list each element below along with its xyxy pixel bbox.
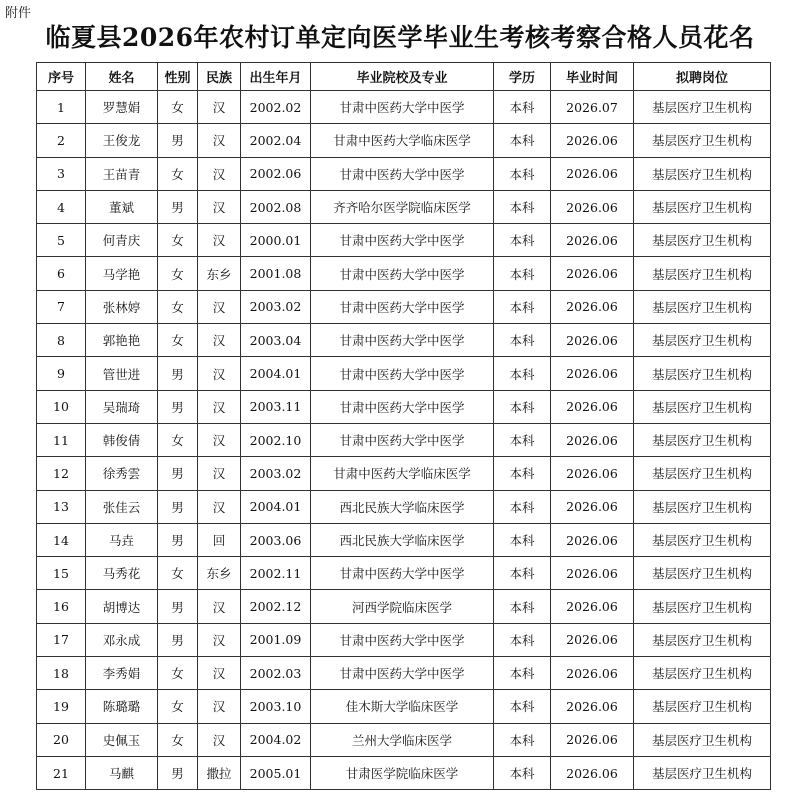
cell-school-major: 西北民族大学临床医学 <box>311 523 494 556</box>
cell-name: 马麒 <box>86 756 158 789</box>
cell-position: 基层医疗卫生机构 <box>634 490 771 523</box>
cell-sex: 男 <box>158 756 198 789</box>
cell-ethnicity: 汉 <box>198 390 241 423</box>
cell-name: 董斌 <box>86 190 158 223</box>
cell-name: 韩俊倩 <box>86 423 158 456</box>
table-row <box>37 756 771 789</box>
cell-index: 1 <box>37 91 86 124</box>
cell-education: 本科 <box>494 590 551 623</box>
header-row <box>37 63 771 91</box>
cell-birth: 2000.01 <box>241 224 311 257</box>
attachment-label: 附件 <box>5 6 32 21</box>
cell-graduation: 2026.06 <box>551 623 634 656</box>
cell-name: 马垚 <box>86 523 158 556</box>
cell-ethnicity: 汉 <box>198 290 241 323</box>
cell-graduation: 2026.06 <box>551 290 634 323</box>
cell-ethnicity: 汉 <box>198 690 241 723</box>
cell-ethnicity: 汉 <box>198 91 241 124</box>
cell-birth: 2002.12 <box>241 590 311 623</box>
cell-birth: 2004.01 <box>241 357 311 390</box>
cell-name: 史佩玉 <box>86 723 158 756</box>
cell-index: 4 <box>37 190 86 223</box>
cell-school-major: 甘肃中医药大学中医学 <box>311 157 494 190</box>
cell-name: 李秀娟 <box>86 657 158 690</box>
cell-sex: 女 <box>158 157 198 190</box>
cell-school-major: 甘肃中医药大学中医学 <box>311 257 494 290</box>
header-cell-school-major: 毕业院校及专业 <box>311 63 494 91</box>
cell-ethnicity: 汉 <box>198 657 241 690</box>
cell-position: 基层医疗卫生机构 <box>634 590 771 623</box>
cell-education: 本科 <box>494 357 551 390</box>
cell-name: 马秀花 <box>86 557 158 590</box>
cell-education: 本科 <box>494 423 551 456</box>
cell-school-major: 甘肃中医药大学中医学 <box>311 357 494 390</box>
cell-position: 基层医疗卫生机构 <box>634 224 771 257</box>
cell-name: 张林婷 <box>86 290 158 323</box>
cell-graduation: 2026.06 <box>551 723 634 756</box>
cell-school-major: 河西学院临床医学 <box>311 590 494 623</box>
cell-ethnicity: 汉 <box>198 623 241 656</box>
cell-position: 基层医疗卫生机构 <box>634 357 771 390</box>
cell-graduation: 2026.06 <box>551 224 634 257</box>
table-row <box>37 357 771 390</box>
cell-graduation: 2026.06 <box>551 523 634 556</box>
cell-index: 5 <box>37 224 86 257</box>
table-row <box>37 523 771 556</box>
header-cell-position: 拟聘岗位 <box>634 63 771 91</box>
table-row <box>37 490 771 523</box>
cell-name: 徐秀雲 <box>86 457 158 490</box>
cell-birth: 2002.08 <box>241 190 311 223</box>
cell-education: 本科 <box>494 190 551 223</box>
cell-birth: 2002.06 <box>241 157 311 190</box>
cell-name: 王俊龙 <box>86 124 158 157</box>
cell-sex: 男 <box>158 390 198 423</box>
cell-position: 基层医疗卫生机构 <box>634 423 771 456</box>
cell-index: 18 <box>37 657 86 690</box>
cell-graduation: 2026.06 <box>551 590 634 623</box>
table-row <box>37 190 771 223</box>
table-row <box>37 124 771 157</box>
cell-school-major: 甘肃中医药大学中医学 <box>311 557 494 590</box>
cell-school-major: 西北民族大学临床医学 <box>311 490 494 523</box>
cell-birth: 2002.11 <box>241 557 311 590</box>
cell-sex: 男 <box>158 457 198 490</box>
roster-table <box>36 62 771 790</box>
cell-index: 21 <box>37 756 86 789</box>
cell-index: 9 <box>37 357 86 390</box>
cell-index: 12 <box>37 457 86 490</box>
cell-birth: 2003.02 <box>241 290 311 323</box>
cell-name: 何青庆 <box>86 224 158 257</box>
table-header <box>37 63 771 91</box>
cell-sex: 男 <box>158 523 198 556</box>
cell-position: 基层医疗卫生机构 <box>634 723 771 756</box>
cell-ethnicity: 东乡 <box>198 257 241 290</box>
cell-education: 本科 <box>494 690 551 723</box>
cell-position: 基层医疗卫生机构 <box>634 557 771 590</box>
cell-education: 本科 <box>494 224 551 257</box>
cell-graduation: 2026.06 <box>551 390 634 423</box>
cell-school-major: 甘肃中医药大学中医学 <box>311 324 494 357</box>
cell-sex: 女 <box>158 723 198 756</box>
cell-index: 3 <box>37 157 86 190</box>
cell-ethnicity: 汉 <box>198 190 241 223</box>
table-row <box>37 157 771 190</box>
cell-sex: 女 <box>158 290 198 323</box>
cell-education: 本科 <box>494 91 551 124</box>
cell-index: 19 <box>37 690 86 723</box>
cell-education: 本科 <box>494 324 551 357</box>
table-row <box>37 390 771 423</box>
cell-education: 本科 <box>494 390 551 423</box>
table-row <box>37 657 771 690</box>
cell-index: 11 <box>37 423 86 456</box>
cell-sex: 女 <box>158 423 198 456</box>
cell-school-major: 齐齐哈尔医学院临床医学 <box>311 190 494 223</box>
cell-education: 本科 <box>494 290 551 323</box>
cell-index: 8 <box>37 324 86 357</box>
cell-graduation: 2026.07 <box>551 91 634 124</box>
table-row <box>37 324 771 357</box>
header-cell-sex: 性别 <box>158 63 198 91</box>
cell-education: 本科 <box>494 723 551 756</box>
cell-ethnicity: 撒拉 <box>198 756 241 789</box>
cell-education: 本科 <box>494 457 551 490</box>
table-row <box>37 690 771 723</box>
cell-ethnicity: 汉 <box>198 490 241 523</box>
cell-graduation: 2026.06 <box>551 357 634 390</box>
cell-ethnicity: 汉 <box>198 357 241 390</box>
cell-name: 吴瑞琦 <box>86 390 158 423</box>
cell-graduation: 2026.06 <box>551 423 634 456</box>
cell-sex: 女 <box>158 690 198 723</box>
cell-graduation: 2026.06 <box>551 490 634 523</box>
table-row <box>37 457 771 490</box>
cell-index: 6 <box>37 257 86 290</box>
cell-school-major: 甘肃中医药大学临床医学 <box>311 124 494 157</box>
cell-education: 本科 <box>494 657 551 690</box>
cell-sex: 女 <box>158 91 198 124</box>
cell-sex: 男 <box>158 357 198 390</box>
cell-graduation: 2026.06 <box>551 257 634 290</box>
cell-ethnicity: 回 <box>198 523 241 556</box>
cell-graduation: 2026.06 <box>551 324 634 357</box>
cell-school-major: 甘肃中医药大学中医学 <box>311 224 494 257</box>
cell-ethnicity: 汉 <box>198 324 241 357</box>
table-row <box>37 224 771 257</box>
cell-school-major: 甘肃中医药大学中医学 <box>311 390 494 423</box>
cell-name: 陈璐璐 <box>86 690 158 723</box>
cell-position: 基层医疗卫生机构 <box>634 390 771 423</box>
cell-birth: 2002.04 <box>241 124 311 157</box>
cell-school-major: 甘肃医学院临床医学 <box>311 756 494 789</box>
cell-education: 本科 <box>494 523 551 556</box>
cell-birth: 2002.10 <box>241 423 311 456</box>
cell-graduation: 2026.06 <box>551 124 634 157</box>
table-row <box>37 723 771 756</box>
cell-graduation: 2026.06 <box>551 557 634 590</box>
header-cell-education: 学历 <box>494 63 551 91</box>
cell-position: 基层医疗卫生机构 <box>634 324 771 357</box>
cell-birth: 2003.10 <box>241 690 311 723</box>
cell-name: 罗慧娟 <box>86 91 158 124</box>
cell-index: 2 <box>37 124 86 157</box>
cell-education: 本科 <box>494 623 551 656</box>
cell-index: 10 <box>37 390 86 423</box>
cell-graduation: 2026.06 <box>551 157 634 190</box>
cell-sex: 男 <box>158 124 198 157</box>
cell-ethnicity: 汉 <box>198 590 241 623</box>
header-cell-index: 序号 <box>37 63 86 91</box>
cell-graduation: 2026.06 <box>551 190 634 223</box>
table-row <box>37 557 771 590</box>
cell-name: 张佳云 <box>86 490 158 523</box>
cell-position: 基层医疗卫生机构 <box>634 257 771 290</box>
cell-ethnicity: 汉 <box>198 157 241 190</box>
table-row <box>37 623 771 656</box>
cell-position: 基层医疗卫生机构 <box>634 657 771 690</box>
cell-birth: 2002.02 <box>241 91 311 124</box>
cell-position: 基层医疗卫生机构 <box>634 91 771 124</box>
cell-name: 邓永成 <box>86 623 158 656</box>
cell-ethnicity: 汉 <box>198 423 241 456</box>
cell-sex: 女 <box>158 257 198 290</box>
cell-name: 管世进 <box>86 357 158 390</box>
cell-sex: 女 <box>158 224 198 257</box>
cell-birth: 2003.04 <box>241 324 311 357</box>
cell-position: 基层医疗卫生机构 <box>634 756 771 789</box>
cell-index: 16 <box>37 590 86 623</box>
cell-school-major: 甘肃中医药大学中医学 <box>311 290 494 323</box>
cell-index: 13 <box>37 490 86 523</box>
cell-index: 7 <box>37 290 86 323</box>
table-row <box>37 590 771 623</box>
cell-sex: 男 <box>158 623 198 656</box>
cell-birth: 2003.02 <box>241 457 311 490</box>
cell-education: 本科 <box>494 257 551 290</box>
cell-ethnicity: 汉 <box>198 723 241 756</box>
cell-education: 本科 <box>494 756 551 789</box>
cell-graduation: 2026.06 <box>551 690 634 723</box>
cell-education: 本科 <box>494 157 551 190</box>
cell-ethnicity: 汉 <box>198 224 241 257</box>
cell-name: 王苗青 <box>86 157 158 190</box>
cell-sex: 女 <box>158 657 198 690</box>
cell-education: 本科 <box>494 124 551 157</box>
cell-position: 基层医疗卫生机构 <box>634 124 771 157</box>
cell-name: 马学艳 <box>86 257 158 290</box>
table-row <box>37 257 771 290</box>
cell-education: 本科 <box>494 490 551 523</box>
cell-index: 20 <box>37 723 86 756</box>
cell-position: 基层医疗卫生机构 <box>634 623 771 656</box>
cell-birth: 2004.01 <box>241 490 311 523</box>
cell-birth: 2005.01 <box>241 756 311 789</box>
cell-birth: 2003.06 <box>241 523 311 556</box>
cell-index: 15 <box>37 557 86 590</box>
header-cell-ethnicity: 民族 <box>198 63 241 91</box>
cell-position: 基层医疗卫生机构 <box>634 290 771 323</box>
cell-name: 胡博达 <box>86 590 158 623</box>
cell-position: 基层医疗卫生机构 <box>634 523 771 556</box>
cell-school-major: 甘肃中医药大学临床医学 <box>311 457 494 490</box>
cell-birth: 2001.09 <box>241 623 311 656</box>
cell-graduation: 2026.06 <box>551 457 634 490</box>
cell-birth: 2001.08 <box>241 257 311 290</box>
cell-index: 17 <box>37 623 86 656</box>
cell-position: 基层医疗卫生机构 <box>634 690 771 723</box>
cell-graduation: 2026.06 <box>551 756 634 789</box>
table-row <box>37 423 771 456</box>
table-row <box>37 91 771 124</box>
cell-position: 基层医疗卫生机构 <box>634 157 771 190</box>
cell-position: 基层医疗卫生机构 <box>634 457 771 490</box>
cell-birth: 2002.03 <box>241 657 311 690</box>
cell-position: 基层医疗卫生机构 <box>634 190 771 223</box>
cell-name: 郭艳艳 <box>86 324 158 357</box>
cell-ethnicity: 汉 <box>198 124 241 157</box>
cell-ethnicity: 东乡 <box>198 557 241 590</box>
cell-sex: 男 <box>158 190 198 223</box>
cell-school-major: 甘肃中医药大学中医学 <box>311 623 494 656</box>
header-cell-birth: 出生年月 <box>241 63 311 91</box>
cell-school-major: 甘肃中医药大学中医学 <box>311 657 494 690</box>
cell-school-major: 甘肃中医药大学中医学 <box>311 423 494 456</box>
table-row <box>37 290 771 323</box>
page-title: 临夏县2026年农村订单定向医学毕业生考核考察合格人员花名 <box>45 23 755 52</box>
cell-graduation: 2026.06 <box>551 657 634 690</box>
cell-sex: 男 <box>158 590 198 623</box>
cell-sex: 女 <box>158 557 198 590</box>
cell-education: 本科 <box>494 557 551 590</box>
cell-school-major: 甘肃中医药大学中医学 <box>311 91 494 124</box>
cell-birth: 2003.11 <box>241 390 311 423</box>
cell-school-major: 佳木斯大学临床医学 <box>311 690 494 723</box>
table-body <box>37 91 771 790</box>
header-cell-name: 姓名 <box>86 63 158 91</box>
cell-ethnicity: 汉 <box>198 457 241 490</box>
cell-index: 14 <box>37 523 86 556</box>
cell-sex: 男 <box>158 490 198 523</box>
cell-school-major: 兰州大学临床医学 <box>311 723 494 756</box>
header-cell-graduation: 毕业时间 <box>551 63 634 91</box>
cell-sex: 女 <box>158 324 198 357</box>
cell-birth: 2004.02 <box>241 723 311 756</box>
